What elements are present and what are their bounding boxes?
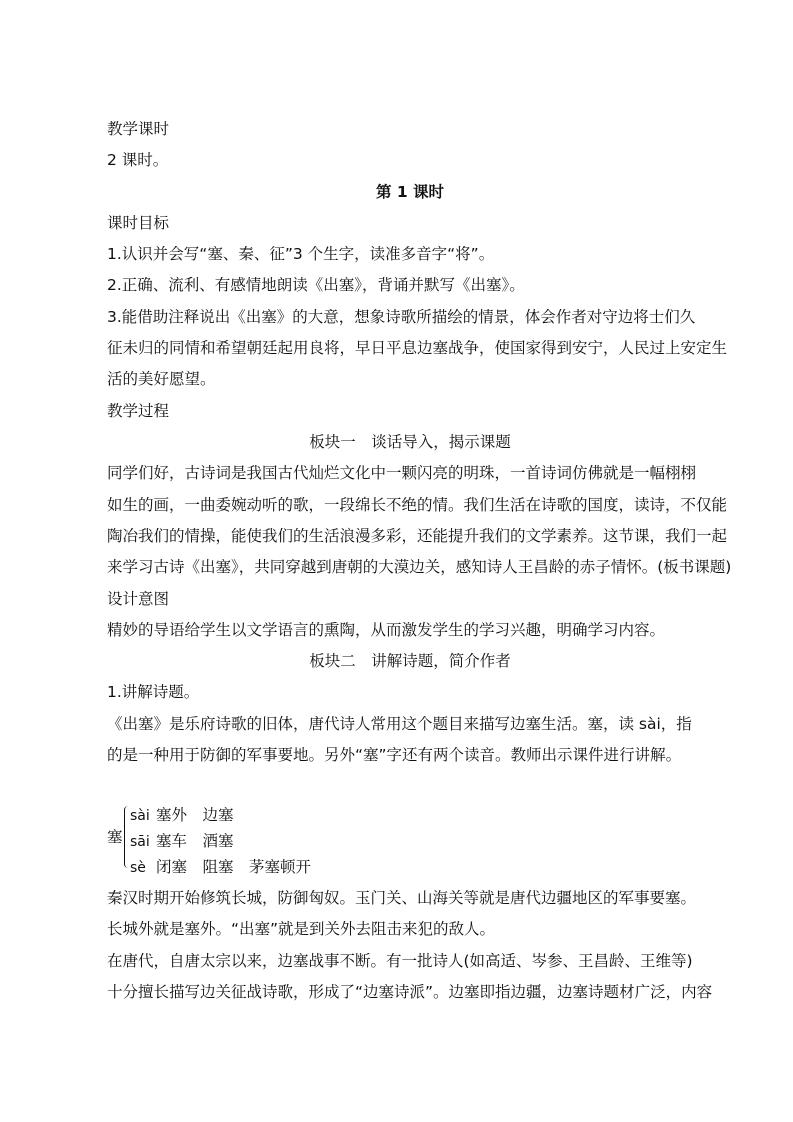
goal-3-line-2: 征未归的同情和希望朝廷起用良将，早日平息边塞战争，使国家得到安宁，人民过上安定生: [107, 339, 728, 357]
block-1-paragraph-line-3: 陶冶我们的情操，能使我们的生活浪漫多彩，还能提升我们的文学素养。这节课，我们一起: [107, 527, 728, 545]
lesson-hours-heading: 教学课时: [107, 120, 170, 138]
pinyin: sāi: [130, 834, 150, 850]
block-1-paragraph-line-4: 来学习古诗《出塞》，共同穿越到唐朝的大漠边关，感知诗人王昌龄的赤子情怀。(板书课题): [107, 558, 732, 576]
pinyin: sè: [130, 860, 146, 876]
goals-heading: 课时目标: [107, 214, 170, 232]
item-1-paragraph-line-2: 的是一种用于防御的军事要地。另外“塞”字还有两个读音。教师出示课件进行讲解。: [107, 746, 682, 764]
qinhan-paragraph-line-2: 长城外就是塞外。“出塞”就是到关外去阻击来犯的敌人。: [107, 920, 496, 938]
item-1: 1.讲解诗题。: [107, 683, 200, 701]
block-1-paragraph-line-2: 如生的画，一曲委婉动听的歌，一段绵长不绝的情。我们生活在诗歌的国度，读诗，不仅能: [107, 496, 728, 514]
lesson-hours-value: 2 课时。: [107, 151, 169, 169]
example-words: 闭塞 阻塞 茅塞顿开: [156, 858, 312, 876]
goal-1: 1.认识并会写“塞、秦、征”3 个生字，读准多音字“将”。: [107, 245, 495, 263]
qinhan-paragraph-line-1: 秦汉时期开始修筑长城，防御匈奴。玉门关、山海关等就是唐代边疆地区的军事要塞。: [107, 889, 697, 907]
item-1-paragraph-line-1: 《出塞》是乐府诗歌的旧体，唐代诗人常用这个题目来描写边塞生活。塞，读 sài，指: [107, 715, 692, 733]
block-1-paragraph-line-1: 同学们好，古诗词是我国古代灿烂文化中一颗闪亮的明珠，一首诗词仿佛就是一幅栩栩: [107, 464, 697, 482]
design-heading: 设计意图: [107, 590, 170, 608]
first-lesson-title: 第 1 课时: [375, 183, 445, 201]
pinyin: sài: [130, 808, 150, 824]
polyphone-character: 塞: [107, 828, 123, 846]
block-1-title: 板块一 谈话导入，揭示课题: [309, 433, 511, 451]
example-words: 塞车 酒塞: [156, 832, 234, 850]
design-text: 精妙的导语给学生以文学语言的熏陶，从而激发学生的学习兴趣，明确学习内容。: [107, 621, 666, 639]
example-words: 塞外 边塞: [156, 806, 234, 824]
pronunciation-row: [130, 856, 311, 879]
goal-3-line-1: 3.能借助注释说出《出塞》的大意，想象诗歌所描绘的情景，体会作者对守边将士们久: [107, 308, 696, 326]
pronunciation-row: [130, 804, 234, 827]
goal-3-line-3: 活的美好愿望。: [107, 370, 216, 388]
goal-2: 2.正确、流利、有感情地朗读《出塞》，背诵并默写《出塞》。: [107, 276, 525, 294]
process-heading: 教学过程: [107, 402, 170, 420]
block-2-title: 板块二 讲解诗题，简介作者: [309, 652, 511, 670]
pronunciation-row: [130, 830, 234, 853]
tang-paragraph-line-1: 在唐代，自唐太宗以来，边塞战事不断。有一批诗人(如高适、岑参、王昌龄、王维等): [107, 952, 693, 970]
tang-paragraph-line-2: 十分擅长描写边关征战诗歌，形成了“边塞诗派”。边塞即指边疆，边塞诗题材广泛，内容: [107, 983, 713, 1001]
